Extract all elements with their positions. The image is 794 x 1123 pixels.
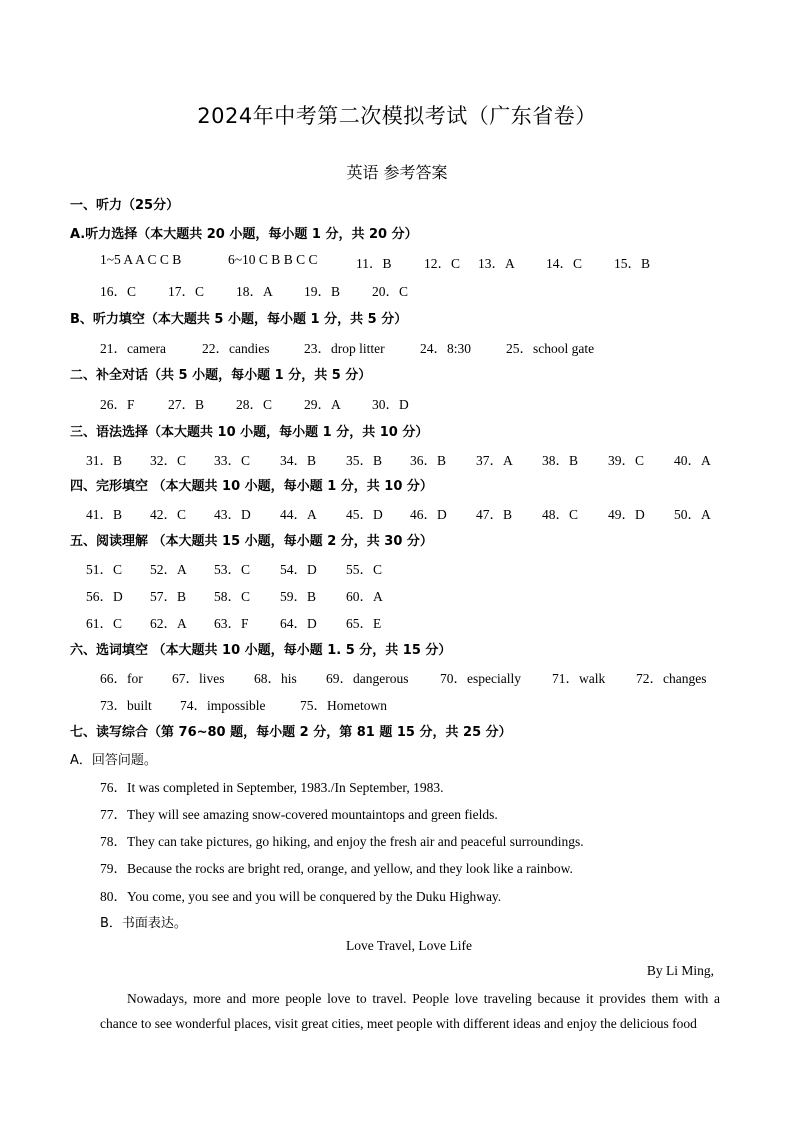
page-subtitle: 英语 参考答案: [346, 163, 448, 182]
answer-item: 69．dangerous: [326, 671, 409, 686]
answer-item: 65．E: [346, 616, 382, 631]
answer-item: 46．D: [410, 507, 447, 522]
answer-item: 62．A: [150, 616, 187, 631]
answer-item: 11．B: [356, 256, 392, 271]
answer-item: 12．C: [424, 256, 461, 271]
answer-item: 70．especially: [440, 671, 521, 686]
answer-item: 30．D: [372, 397, 409, 412]
answer-item: 33．C: [214, 453, 251, 468]
subsection-heading-answer-questions: A．回答问题。: [70, 753, 157, 768]
answer-item: 28．C: [236, 397, 273, 412]
answer-item: 53．C: [214, 562, 251, 577]
answer-line: 78．They can take pictures, go hiking, and enjoy the fresh air and peaceful surroundings.: [100, 834, 584, 849]
answer-line: 77．They will see amazing snow-covered mountaintops and green fields.: [100, 807, 498, 822]
answer-line: 76．It was completed in September, 1983./In September, 1983.: [100, 780, 444, 795]
answer-item: 16．C: [100, 284, 137, 299]
answer-item: 67．lives: [172, 671, 225, 686]
answer-item: 21．camera: [100, 341, 166, 356]
section-heading-word-fill: 六、选词填空 （本大题共 10 小题，每小题 1. 5 分，共 15 分）: [70, 643, 452, 658]
section-heading-listening-choice: A.听力选择（本大题共 20 小题，每小题 1 分，共 20 分）: [70, 227, 418, 242]
answer-item: 26．F: [100, 397, 135, 412]
answer-item: 15．B: [614, 256, 651, 271]
answer-item: 72．changes: [636, 671, 707, 686]
answer-item: 66．for: [100, 671, 143, 686]
answer-item: 23．drop litter: [304, 341, 385, 356]
answer-item: 18．A: [236, 284, 273, 299]
answer-item: 43．D: [214, 507, 251, 522]
answer-item: 32．C: [150, 453, 187, 468]
answer-item: 17．C: [168, 284, 205, 299]
answer-item: 54．D: [280, 562, 317, 577]
answer-item: 34．B: [280, 453, 317, 468]
answer-item: 42．C: [150, 507, 187, 522]
answer-item: 41．B: [86, 507, 123, 522]
answer-item: 61．C: [86, 616, 123, 631]
answer-item: 64．D: [280, 616, 317, 631]
page-title: 2024年中考第二次模拟考试（广东省卷）: [197, 104, 597, 128]
answer-item: 38．B: [542, 453, 579, 468]
answer-item: 51．C: [86, 562, 123, 577]
answer-item: 20．C: [372, 284, 409, 299]
answer-item: 55．C: [346, 562, 383, 577]
answer-item: 52．A: [150, 562, 187, 577]
answer-line: 79．Because the rocks are bright red, orange, and yellow, and they look like a rainbow.: [100, 861, 573, 876]
answer-item: 36．B: [410, 453, 447, 468]
answer-item: 60．A: [346, 589, 383, 604]
answer-item: 24．8:30: [420, 341, 472, 356]
section-heading-listening-fill: B、听力填空（本大题共 5 小题，每小题 1 分，共 5 分）: [70, 312, 408, 327]
answer-item: 59．B: [280, 589, 317, 604]
answer-item: 68．his: [254, 671, 297, 686]
answer-item: 58．C: [214, 589, 251, 604]
answer-item: 71．walk: [552, 671, 606, 686]
answer-item: 37．A: [476, 453, 513, 468]
answer-item: 35．B: [346, 453, 383, 468]
answer-item: 49．D: [608, 507, 645, 522]
answer-item: 74．impossible: [180, 698, 266, 713]
answer-item: 13．A: [478, 256, 515, 271]
answer-item: 45．D: [346, 507, 383, 522]
answer-item: 73．built: [100, 698, 152, 713]
answer-item: 14．C: [546, 256, 583, 271]
answer-item: 50．A: [674, 507, 711, 522]
answer-item: 19．B: [304, 284, 341, 299]
answer-item: 31．B: [86, 453, 123, 468]
answer-item: 47．B: [476, 507, 513, 522]
answer-item: 27．B: [168, 397, 205, 412]
section-heading-grammar: 三、语法选择（本大题共 10 小题，每小题 1 分，共 10 分）: [70, 425, 429, 440]
answer-item: 75．Hometown: [300, 698, 387, 713]
answer-item: 25．school gate: [506, 341, 595, 356]
section-heading-reading-writing: 七、读写综合（第 76~80 题，每小题 2 分，第 81 题 15 分，共 25 分）: [70, 725, 512, 740]
answer-line: 80．You come, you see and you will be conquered by the Duku Highway.: [100, 889, 502, 904]
answer-item: 6~10 C B B C C: [228, 252, 318, 267]
answer-item: 39．C: [608, 453, 645, 468]
answer-item: 44．A: [280, 507, 317, 522]
answer-item: 22．candies: [202, 341, 270, 356]
subsection-heading-writing: B．书面表达。: [100, 916, 187, 931]
section-heading-dialogue: 二、补全对话（共 5 小题，每小题 1 分，共 5 分）: [70, 368, 372, 383]
answer-item: 40．A: [674, 453, 711, 468]
essay-paragraph: Nowadays, more and more people love to travel. People love traveling because it provides them with a chance to see wonderful places, visit great cities, meet people with different ideas and enjoy the delicious food: [100, 991, 720, 1031]
answer-item: 57．B: [150, 589, 187, 604]
answer-item: 1~5 A A C C B: [100, 252, 182, 267]
answer-item: 56．D: [86, 589, 123, 604]
section-heading-reading: 五、阅读理解 （本大题共 15 小题，每小题 2 分，共 30 分）: [70, 534, 433, 549]
essay-title: Love Travel, Love Life: [346, 938, 472, 953]
answer-item: 63．F: [214, 616, 249, 631]
answer-item: 48．C: [542, 507, 579, 522]
answer-item: 29．A: [304, 397, 341, 412]
essay-author: By Li Ming,: [646, 963, 714, 978]
section-heading-listening: 一、听力（25分）: [70, 198, 180, 213]
section-heading-cloze: 四、完形填空 （本大题共 10 小题，每小题 1 分，共 10 分）: [70, 479, 433, 494]
